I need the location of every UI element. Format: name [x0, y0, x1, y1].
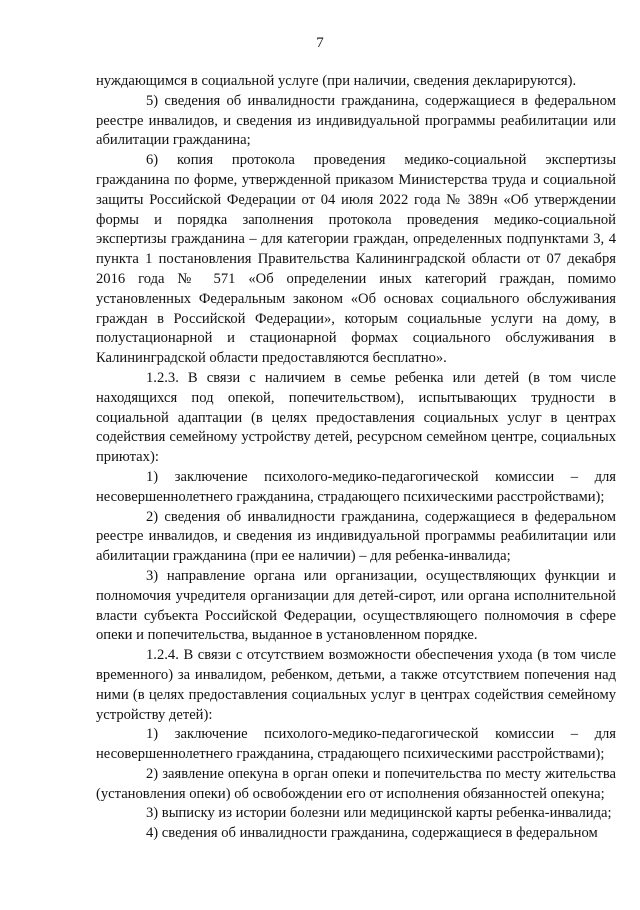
paragraph-11: 4) сведения об инвалидности гражданина, содержащиеся в федеральном: [146, 825, 598, 842]
paragraph-9: 2) заявление опекуна в орган опеки и попечительства по месту жительства (установления опеки) об освобождении его от исполнения обязанностей опекуна;: [96, 765, 616, 802]
paragraph-8: 1) заключение психолого-медико-педагогической комиссии – для несовершеннолетнего гражданина, страдающего психическими расстройствами);: [96, 726, 616, 763]
paragraph-2: 6) копия протокола проведения медико-социальной экспертизы гражданина по форме, утвержденной приказом Министерства труда и социальной защиты Российской Федерации от 04 июля 2022 года № 389н «Об утверждении формы и порядка заполнения протокола проведения медико-социальной экспертизы гражданина – для категории граждан, определенных подпунктами 3, 4 пункта 1 постановления Правительства Калининградской области от 07 декабря 2016 года № 571 «Об определении иных категорий граждан, помимо установленных Федеральным законом «Об основах социального обслуживания граждан в Российской Федерации», которым социальные услуги на дому, в полустационарной и стационарной формах социального обслуживания в Калининградской области предоставляются бесплатно».: [96, 152, 616, 367]
document-body: [96, 72, 616, 844]
page-number: 7: [316, 35, 324, 51]
paragraph-5: 2) сведения об инвалидности гражданина, содержащиеся в федеральном реестре инвалидов, и сведения из индивидуальной программы реабилитации или абилитации гражданина (при ее наличии) – для ребенка-инвалида;: [96, 508, 616, 565]
paragraph-4: 1) заключение психолого-медико-педагогической комиссии – для несовершеннолетнего гражданина, страдающего психическими расстройствами);: [96, 468, 616, 505]
paragraph-6: 3) направление органа или организации, осуществляющих функции и полномочия учредителя организации для детей-сирот, или органа исполнительной власти субъекта Российской Федерации, осуществляющего полномочия в сфере опеки и попечительства, выданное в установленном порядке.: [96, 567, 616, 644]
paragraph-10: 3) выписку из истории болезни или медицинской карты ребенка-инвалида;: [146, 805, 612, 822]
paragraph-3: 1.2.3. В связи с наличием в семье ребенка или детей (в том числе находящихся под опекой, попечительством), испытывающих трудности в социальной адаптации (в целях предоставления социальных услуг в центрах содействия семейному устройству детей, ресурсном семейном центре, социальных приютах):: [96, 369, 616, 466]
paragraph-1: 5) сведения об инвалидности гражданина, содержащиеся в федеральном реестре инвалидов, и сведения из индивидуальной программы реабилитации или абилитации гражданина;: [96, 92, 616, 149]
paragraph-7: 1.2.4. В связи с отсутствием возможности обеспечения ухода (в том числе временного) за инвалидом, ребенком, детьми, а также отсутствием попечения над ними (в целях предоставления социальных услуг в центрах содействия семейному устройству детей):: [96, 647, 616, 723]
paragraph-0: нуждающимся в социальной услуге (при наличии, сведения декларируются).: [96, 73, 577, 89]
